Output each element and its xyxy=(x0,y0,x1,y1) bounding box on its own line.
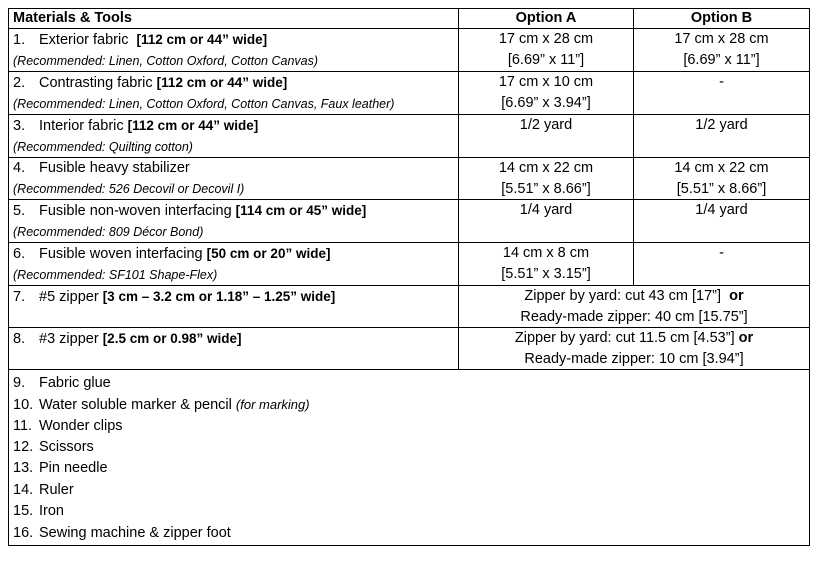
tools-list-cell xyxy=(9,370,810,546)
item-spec: [112 cm or 44” wide] xyxy=(127,118,259,133)
option-b-metric: 17 cm x 28 cm xyxy=(674,31,769,47)
option-a-metric: 14 cm x 8 cm xyxy=(502,245,590,261)
header-row xyxy=(9,9,810,29)
item-recommendation: (Recommended: Linen, Cotton Oxford, Cotton Canvas, Faux leather) xyxy=(13,97,395,111)
table-row xyxy=(9,72,810,115)
item-cell xyxy=(9,243,459,286)
option-a-imperial: [6.69” x 3.94”] xyxy=(501,95,591,111)
option-b-cell xyxy=(634,200,810,243)
item-name: #3 zipper xyxy=(39,331,99,347)
option-b-amount: 1/4 yard xyxy=(695,202,748,218)
item-name: Wonder clips xyxy=(39,418,123,434)
ready-made-zipper: Ready-made zipper: 40 cm [15.75”] xyxy=(520,309,748,325)
zipper-by-yard-text: Zipper by yard: cut 11.5 cm [4.53”] xyxy=(514,330,735,346)
item-recommendation: (Recommended: Quilting cotton) xyxy=(13,140,193,154)
item-number: 14. xyxy=(13,482,34,498)
option-b-cell xyxy=(634,72,810,115)
item-number: 11. xyxy=(13,418,33,434)
table-row xyxy=(9,200,810,243)
item-number: 13. xyxy=(13,460,34,476)
table-row xyxy=(9,29,810,72)
option-a-metric: 14 cm x 22 cm xyxy=(498,160,594,176)
item-cell xyxy=(9,328,459,370)
header-option-a: Option A xyxy=(459,9,634,29)
zipper-options-cell xyxy=(459,286,810,328)
option-b-cell xyxy=(634,158,810,200)
item-name: Contrasting fabric xyxy=(39,75,153,91)
option-a-cell xyxy=(459,72,634,115)
option-a-cell xyxy=(459,200,634,243)
item-cell xyxy=(9,29,459,72)
item-note: (for marking) xyxy=(235,397,310,412)
item-name: Scissors xyxy=(39,439,94,455)
item-number: 6. xyxy=(13,246,26,262)
or-label: or xyxy=(729,288,744,304)
list-item xyxy=(13,458,805,480)
option-b-dash: - xyxy=(719,74,724,90)
table-row xyxy=(9,115,810,158)
table-row xyxy=(9,158,810,200)
item-recommendation: (Recommended: SF101 Shape-Flex) xyxy=(13,268,218,282)
item-number: 16. xyxy=(13,525,34,541)
option-a-cell xyxy=(459,115,634,158)
option-b-cell xyxy=(634,243,810,286)
item-name: Fabric glue xyxy=(39,375,111,391)
item-number: 3. xyxy=(13,118,26,134)
option-b-cell xyxy=(634,29,810,72)
item-number: 8. xyxy=(13,331,26,347)
header-option-b: Option B xyxy=(634,9,810,29)
item-number: 7. xyxy=(13,289,26,305)
item-name: Ruler xyxy=(39,482,74,498)
item-spec: [2.5 cm or 0.98” wide] xyxy=(102,331,242,346)
zipper-by-yard-text: Zipper by yard: cut 43 cm [17”] xyxy=(524,288,722,304)
item-name: Sewing machine & zipper foot xyxy=(39,525,231,541)
item-number: 5. xyxy=(13,203,26,219)
option-a-metric: 17 cm x 28 cm xyxy=(498,31,594,47)
item-spec: [50 cm or 20” wide] xyxy=(206,246,331,261)
item-number: 4. xyxy=(13,160,26,176)
or-label: or xyxy=(738,330,754,346)
zipper-options-cell xyxy=(459,328,810,370)
item-cell xyxy=(9,200,459,243)
option-b-imperial: [6.69” x 11”] xyxy=(683,52,760,68)
item-number: 1. xyxy=(13,32,26,48)
item-spec: [114 cm or 45” wide] xyxy=(235,203,367,218)
option-a-cell xyxy=(459,243,634,286)
item-cell xyxy=(9,158,459,200)
table-row xyxy=(9,328,810,370)
list-item xyxy=(13,416,805,437)
item-name: Fusible non-woven interfacing xyxy=(39,203,232,219)
option-b-imperial: [5.51” x 8.66”] xyxy=(676,181,767,197)
item-number: 2. xyxy=(13,75,26,91)
item-cell xyxy=(9,115,459,158)
item-spec: [3 cm – 3.2 cm or 1.18” – 1.25” wide] xyxy=(102,289,336,304)
option-a-cell xyxy=(459,29,634,72)
item-name: #5 zipper xyxy=(39,289,99,305)
option-a-amount: 1/2 yard xyxy=(519,117,573,133)
item-number: 10. xyxy=(13,397,34,413)
item-number: 9. xyxy=(13,375,26,391)
list-item xyxy=(13,373,805,394)
option-b-dash: - xyxy=(719,245,724,261)
option-a-cell xyxy=(459,158,634,200)
item-spec: [112 cm or 44” wide] xyxy=(136,32,268,47)
zipper-by-yard xyxy=(463,328,805,349)
header-materials-tools: Materials & Tools xyxy=(9,9,459,29)
option-b-cell xyxy=(634,115,810,158)
item-number: 12. xyxy=(13,439,34,455)
table-row xyxy=(9,286,810,328)
list-item xyxy=(13,437,805,458)
option-b-amount: 1/2 yard xyxy=(695,117,748,133)
list-item xyxy=(13,523,805,544)
item-recommendation: (Recommended: 809 Décor Bond) xyxy=(13,225,204,239)
option-a-imperial: [6.69” x 11”] xyxy=(507,52,585,68)
item-cell xyxy=(9,72,459,115)
item-name: Exterior fabric xyxy=(39,32,129,48)
list-item xyxy=(13,501,805,523)
item-name: Fusible woven interfacing xyxy=(39,246,203,262)
option-b-metric: 14 cm x 22 cm xyxy=(674,160,769,176)
item-number: 15. xyxy=(13,503,34,519)
item-name: Pin needle xyxy=(39,460,108,476)
list-item xyxy=(13,480,805,501)
option-a-metric: 17 cm x 10 cm xyxy=(498,74,594,90)
item-name: Iron xyxy=(39,503,64,519)
item-spec: [112 cm or 44” wide] xyxy=(156,75,288,90)
option-a-imperial: [5.51” x 3.15”] xyxy=(501,266,591,282)
item-name: Interior fabric xyxy=(39,118,124,134)
item-name: Water soluble marker & pencil xyxy=(39,397,232,413)
item-cell xyxy=(9,286,459,328)
option-a-amount: 1/4 yard xyxy=(519,202,573,218)
item-recommendation: (Recommended: 526 Decovil or Decovil I) xyxy=(13,182,245,196)
materials-table xyxy=(8,8,810,546)
item-name: Fusible heavy stabilizer xyxy=(39,160,190,176)
zipper-by-yard xyxy=(463,286,805,307)
list-item xyxy=(13,394,805,416)
table-row xyxy=(9,243,810,286)
tools-row xyxy=(9,370,810,546)
option-a-imperial: [5.51” x 8.66”] xyxy=(501,181,591,197)
item-recommendation: (Recommended: Linen, Cotton Oxford, Cotton Canvas) xyxy=(13,54,319,68)
ready-made-zipper: Ready-made zipper: 10 cm [3.94”] xyxy=(524,351,744,367)
